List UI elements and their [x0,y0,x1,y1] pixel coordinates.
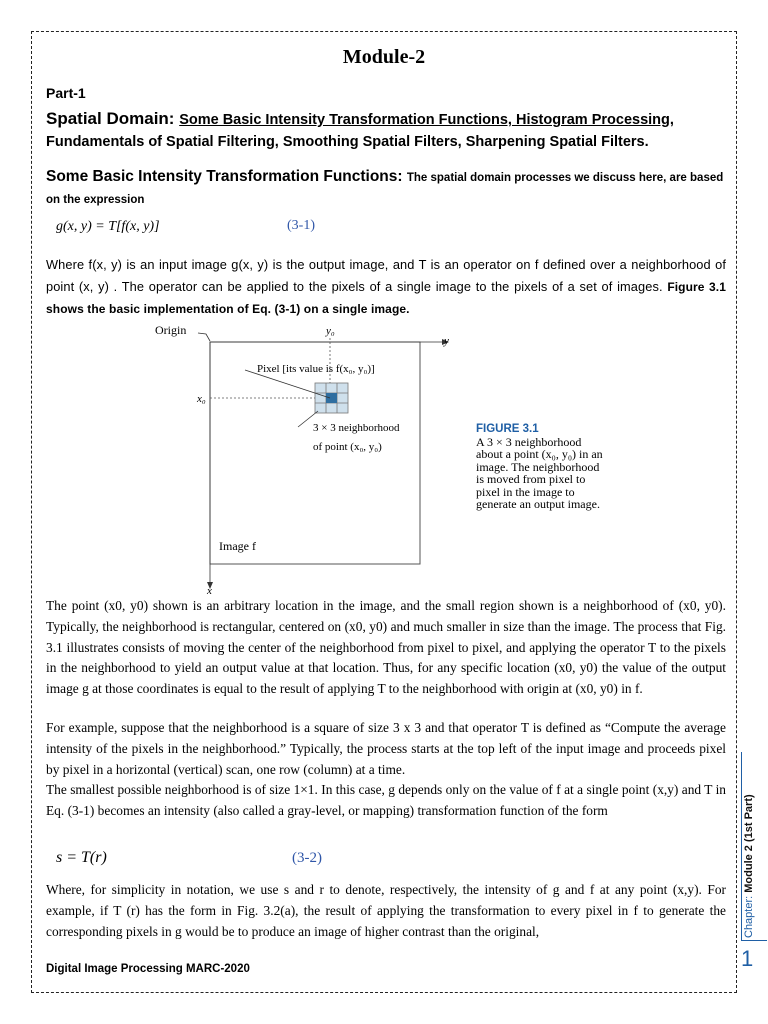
page-title: Module-2 [342,46,426,68]
pixel-label: Pixel [its value is f(x₀, y₀)] [257,363,375,375]
image-label: Image f [219,539,256,553]
heading-lead: Spatial Domain: [46,109,180,128]
neighborhood-grid [315,383,348,413]
x0-label: x₀ [197,393,206,405]
x-label: x [207,585,212,595]
body-paragraph-3: The smallest possible neighborhood is of size 1×1. In this case, g depends only on the value of f at a single point (x,y) and T in Eq. (3-1) becomes an intensity (also called a gray-level, or mapping) transformation function of the form [46,782,726,818]
origin-pointer [198,333,210,341]
figure-caption-label: FIGURE 3.1 [476,423,539,435]
chapter-name: Module 2 (1st Part) [743,794,755,893]
origin-label: Origin [155,323,187,337]
intro-text: Where f(x, y) is an input image g(x, y) is the output image, and T is an operator on f defined over a neighborhood of point (x, y) . The operator can be applied to the pixels of a single image to the pixels of a set of images. [46,257,726,294]
figure-3-1-diagram [150,320,470,595]
subsection-lead: Some Basic Intensity Transformation Functions: [46,168,407,185]
section-heading [46,108,726,153]
heading-rest: Fundamentals of Spatial Filtering, Smoothing Spatial Filters, Sharpening Spatial Filters. [46,134,649,150]
subsection-heading [46,166,726,211]
page-footer: Digital Image Processing MARC-2020 [46,963,250,975]
body-paragraph-2: For example, suppose that the neighborhood is a square of size 3 x 3 and that operator T is defined as “Compute the average intensity of the pixels in the neighborhood.” Typically, the process starts at the top left of the input image and proceeds pixel by pixel in a horizontal (vertical) scan, one row (column) at a time. [46,720,726,777]
subsection-rest: The spatial domain processes we discuss here, are based on the expression [46,172,724,206]
neighborhood-label-1: 3 × 3 neighborhood [313,422,400,434]
y-label: y [444,335,449,347]
body-paragraph-4: Where, for simplicity in notation, we use s and r to denote, respectively, the intensity of g and f at any point (x,y). For example, if T (r) has the form in Fig. 3.2(a), the result of applying the transformation to every pixel in f to generate the corresponding pixels in g would be to produce an image of higher contrast than the original, [46,882,726,939]
body-paragraph-1: The point (x0, y0) shown is an arbitrary location in the image, and the small region shown is a neighborhood of (x0, y0). Typically, the neighborhood is rectangular, centered on (x0, y0) and much smaller in size than the image. The process that Fig. 3.1 illustrates consists of moving the center of the neighborhood from pixel to pixel, and applying the operator T to the pixels in the neighborhood to yield an output value at that location. Thus, for any specific location (x0, y0) the value of the output image g at those coordinates is equal to the result of applying T to the neighborhood with origin at (x0, y0) in f. [46,598,726,697]
figure-caption [476,423,606,511]
figure-caption-text: A 3 × 3 neighborhood about a point (x₀, y₀) in an image. The neighborhood is moved from pixel to pixel in the image to generate an output image. [476,434,603,511]
chapter-side-label [743,794,755,938]
chapter-prefix: Chapter: [743,892,755,938]
page-number-divider [741,940,767,941]
equation-number: (3-1) [287,218,315,233]
y0-label: y₀ [326,325,335,337]
equation-expression: g(x, y) = T[f(x, y)] [56,219,160,234]
intro-figure-ref: Figure 3.1 shows the basic implementation of Eq. (3-1) on a single image. [46,280,727,316]
side-divider [741,752,742,940]
intro-paragraph [46,254,726,320]
center-pixel [326,393,337,403]
neighborhood-label-2: of point (x₀, y₀) [313,441,382,453]
equation-3-1 [56,217,160,235]
part-label: Part-1 [46,85,86,101]
heading-underlined: Some Basic Intensity Transformation Functions, Histogram Processing, [179,112,674,128]
equation-3-2 [56,849,107,867]
image-frame [210,342,420,564]
equation-expression-2: s = T(r) [56,849,107,866]
page-number: 1 [741,946,754,971]
equation-number-2: (3-2) [292,850,322,866]
